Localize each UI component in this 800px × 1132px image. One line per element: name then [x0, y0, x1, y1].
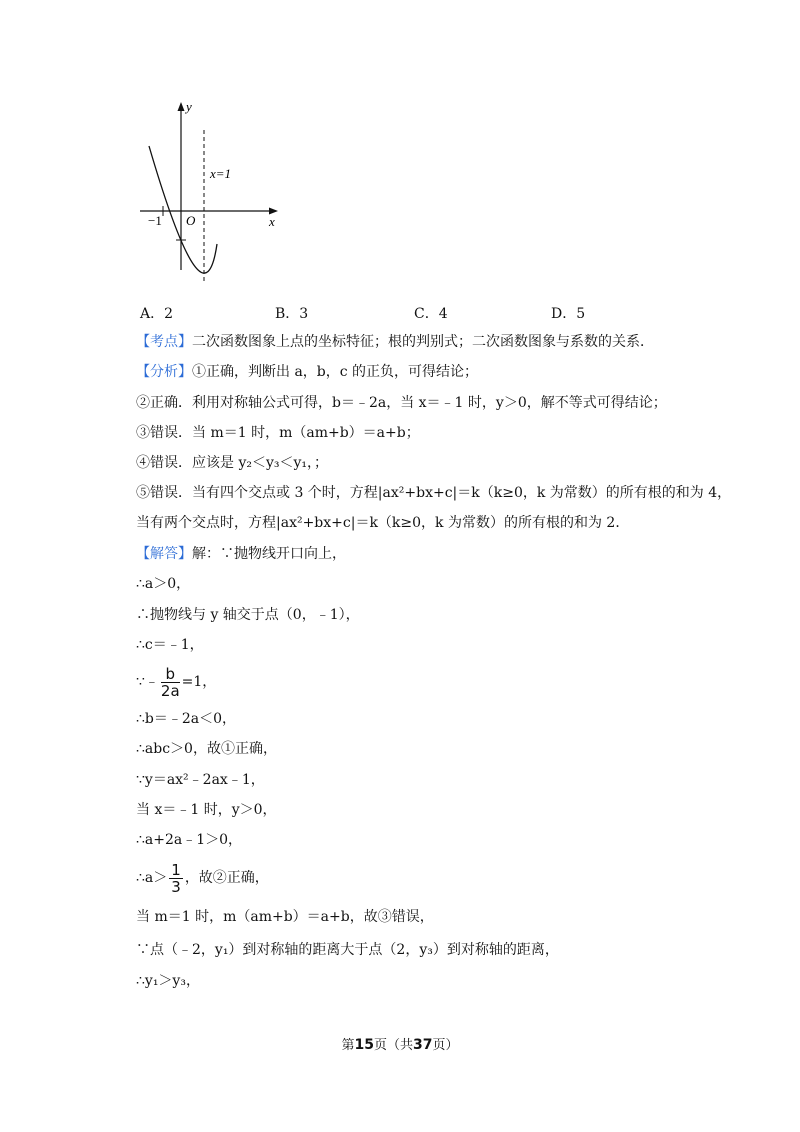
fraction-denominator: 3 [171, 877, 181, 896]
kaodian-tag: 【考点】 [136, 334, 192, 350]
jieda-line-14: ∴y₁＞y₃， [136, 973, 200, 989]
fenxi-line-4: ④错误．应该是 y₂＜y₃＜y₁，； [136, 455, 329, 471]
footer-total-pages: 37 [413, 1037, 433, 1053]
option-d: D．5 [551, 306, 586, 322]
fenxi-line-3: ③错误．当 m＝1 时，m（am+b）＝a+b； [136, 425, 420, 441]
y-axis-arrow [178, 102, 185, 111]
page-footer [0, 1034, 800, 1053]
option-b: B．3 [275, 306, 309, 322]
footer-pre: 第 [341, 1038, 355, 1053]
jieda-line-9: 当 x＝﹣1 时，y＞0， [136, 802, 277, 818]
jieda-line-5 [136, 664, 216, 700]
jieda-5-pre: ∵﹣ [136, 674, 159, 690]
fraction-numerator: 1 [171, 860, 181, 879]
parabola-graph [130, 98, 290, 283]
jieda-11-pre: ∴a＞ [136, 870, 168, 886]
jieda-line-3: ∴抛物线与 y 轴交于点（0，﹣1）， [136, 607, 360, 623]
fenxi-line-6: 当有两个交点时，方程|ax²+bx+c|＝k（k≥0，k 为常数）的所有根的和为 2． [136, 515, 630, 531]
symmetry-label: x=1 [210, 166, 232, 181]
fraction-b-over-2a [161, 666, 180, 699]
footer-page-number: 15 [354, 1037, 374, 1053]
jieda-line-6: ∴b＝﹣2a＜0， [136, 711, 237, 727]
jieda-line-1 [136, 544, 346, 564]
jieda-line-2: ∴a＞0， [136, 576, 191, 592]
fenxi-text-1: ①正确，判断出 a，b，c 的正负，可得结论； [192, 364, 479, 380]
kaodian-line [136, 332, 654, 352]
jieda-line-13: ∵点（﹣2，y₁）到对称轴的距离大于点（2，y₃）到对称轴的距离， [136, 942, 559, 958]
footer-post: 页） [432, 1038, 459, 1053]
jieda-text-1: 解：∵抛物线开口向上， [192, 546, 346, 562]
origin-label: O [186, 213, 196, 228]
jieda-line-4: ∴c＝﹣1， [136, 637, 204, 653]
jieda-11-post: ，故②正确， [184, 870, 269, 886]
fraction-one-third [169, 862, 183, 895]
footer-mid: 页（共 [373, 1038, 413, 1053]
parabola-curve [149, 146, 217, 273]
jieda-line-10: ∴a+2a﹣1＞0， [136, 832, 243, 848]
minus-one-label: −1 [148, 213, 162, 228]
kaodian-text: 二次函数图象上点的坐标特征；根的判别式；二次函数图象与系数的关系． [192, 334, 654, 350]
jieda-5-post: =1， [181, 674, 217, 690]
fenxi-line-1 [136, 362, 478, 382]
jieda-line-11 [136, 860, 269, 896]
fenxi-line-2: ②正确．利用对称轴公式可得，b＝﹣2a，当 x＝﹣1 时，y＞0，解不等式可得结论； [136, 395, 667, 411]
y-axis-label: y [186, 99, 192, 114]
jieda-tag: 【解答】 [136, 546, 192, 562]
fenxi-tag: 【分析】 [136, 364, 192, 380]
fraction-denominator: 2a [160, 681, 180, 700]
jieda-line-12: 当 m＝1 时，m（am+b）＝a+b，故③错误， [136, 909, 434, 925]
option-a: A．2 [140, 306, 174, 322]
option-c: C．4 [414, 306, 448, 322]
fraction-numerator: b [161, 666, 180, 683]
jieda-line-7: ∴abc＞0，故①正确， [136, 741, 277, 757]
fenxi-line-5: ⑤错误．当有四个交点或 3 个时，方程|ax²+bx+c|＝k（k≥0，k 为常数）的所有根的和为 4， [136, 485, 732, 501]
jieda-line-8: ∵y＝ax²﹣2ax﹣1， [136, 772, 265, 788]
x-axis-label: x [269, 214, 275, 229]
